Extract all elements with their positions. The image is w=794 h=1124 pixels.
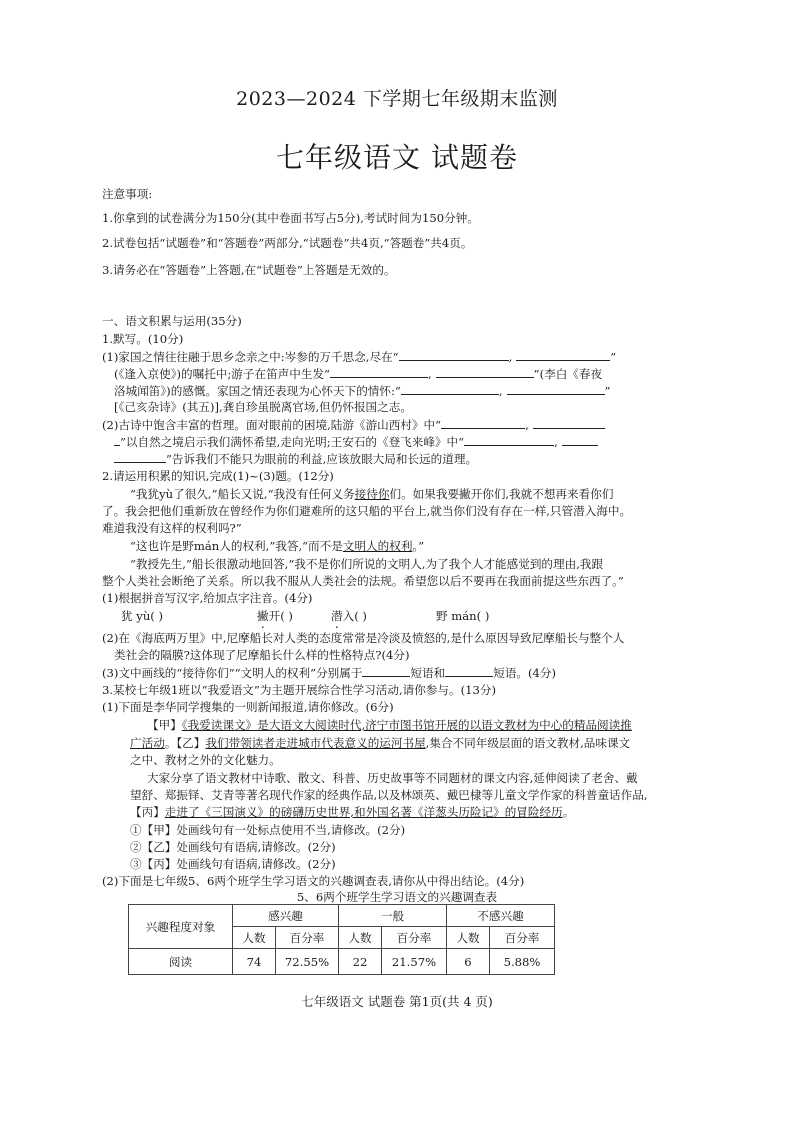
answer-blank <box>533 416 605 429</box>
table-cell: 5.88% <box>490 949 555 975</box>
sub-header: 百分率 <box>490 927 555 949</box>
q3-item-2: ②【乙】处画线句有语病,请修改。(2分) <box>130 840 336 854</box>
q2-sub-2: (2)在《海底两万里》中,尼摩船长对人类的态度常常是冷淡及愤怒的,是什么原因导致尼摩船长与整个人 <box>102 631 625 645</box>
answer-blank <box>330 365 428 378</box>
passage-text: 。” <box>412 539 425 553</box>
answer-blank <box>516 348 610 361</box>
answer-blank <box>114 450 166 463</box>
note-2: 2.试卷包括“试题卷”和“答题卷”两部分,“试题卷”共4页,“答题卷”共4页。 <box>102 236 473 250</box>
answer-blank <box>401 382 499 395</box>
q1-text: (《逢入京使》)的嘱托中;游子在笛声中生发“ <box>114 367 330 381</box>
marker-bing: 【丙】 <box>130 805 165 819</box>
q3-sub-1: (1)下面是李华同学搜集的一则新闻报道,请你修改。(6分) <box>102 700 394 714</box>
notes-heading: 注意事项: <box>102 187 153 201</box>
dotted-char: 潜 <box>331 609 343 623</box>
q2-sub-2-cont: 类社会的隔膜?这体现了尼摩船长什么样的性格特点?(4分) <box>114 648 410 662</box>
sub-header: 人数 <box>233 927 276 949</box>
table-cell: 72.55% <box>276 949 339 975</box>
table-corner: 兴趣程度对象 <box>129 905 233 949</box>
q1-text: ”以自然之境启示我们满怀希望,走向光明;王安石的《登飞来峰》中“ <box>120 435 465 449</box>
sub-header: 人数 <box>447 927 490 949</box>
note-3: 3.请务必在“答题卷”上答题,在“试题卷”上答题是无效的。 <box>102 263 396 277</box>
q1-text: ”(李白《春夜 <box>533 367 603 381</box>
q2-sub-1: (1)根据拼音写汉字,给加点字注音。(4分) <box>102 591 313 605</box>
table-cell: 21.57% <box>382 949 447 975</box>
passage-line: “教授先生,”船长很激动地回答,“我不是你们所说的文明人,为了我个人才能感觉到的理由,我跟 <box>130 557 604 571</box>
note-1: 1.你拿到的试卷满分为150分(其中卷面书写占5分),考试时间为150分钟。 <box>102 211 479 225</box>
answer-blank <box>507 382 605 395</box>
marker-yi: 。【乙】 <box>164 736 206 750</box>
passage-line: 整个人类社会断绝了关系。所以我不服从人类社会的法规。希望您以后不要再在我面前提这些东西了。” <box>102 574 624 588</box>
column-group: 一般 <box>339 905 447 927</box>
passage-text: “我犹yù了很久,”船长又说,“我没有任何义务 <box>130 487 355 501</box>
q1-line: ”以自然之境启示我们满怀希望,走向光明;王安石的《登飞来峰》中“ , <box>114 433 598 450</box>
passage-text: 们。如果我要撇开你们,我就不想再来看你们 <box>389 487 614 501</box>
underlined-sentence: 《我爱读课文》是大语文大阅读时代,济宁市图书馆开展的以语文教材为中心的精品阅读推 <box>181 718 632 732</box>
q1-text: 洛城闻笛》)的感慨。家国之情还表现为心怀天下的情怀:“ <box>114 384 401 398</box>
marker-jia: 【甲】 <box>147 718 182 732</box>
news-line <box>130 804 574 820</box>
q1-line: (1)家国之情往往融于思乡念亲之中:岑参的万千思念,尽在“ , ” <box>102 350 617 364</box>
q1-text: ” <box>610 350 617 364</box>
passage-text: “这也许是野mán人的权利,”我答,“而不是 <box>130 539 343 553</box>
word-item: 野 mán( ) <box>436 609 490 623</box>
passage-line <box>130 486 613 502</box>
survey-table <box>128 904 555 975</box>
column-group: 感兴趣 <box>233 905 339 927</box>
q1-heading: 1.默写。(10分) <box>102 332 184 346</box>
q1-text: ”告诉我们不能只为眼前的利益,应该放眼大局和长远的道理。 <box>166 452 478 466</box>
answer-blank <box>362 664 410 677</box>
q2-sub-3-text: 短语和 <box>410 666 446 680</box>
q1-line: 洛城闻笛》)的感慨。家国之情还表现为心怀天下的情怀:“ , ” <box>114 384 611 398</box>
q1-text: (2)古诗中饱含丰富的哲理。面对眼前的困境,陆游《游山西村》中“ <box>102 418 442 432</box>
word-item <box>331 608 367 624</box>
underlined-sentence: 广活动 <box>130 736 165 750</box>
word-item <box>257 608 293 624</box>
q1-line: (2)古诗中饱含丰富的哲理。面对眼前的困境,陆游《游山西村》中“ , <box>102 416 605 433</box>
sub-header: 百分率 <box>382 927 447 949</box>
sub-header: 人数 <box>339 927 382 949</box>
q1-text: ” <box>604 384 611 398</box>
word-text: 入( ) <box>342 609 367 623</box>
answer-blank <box>441 416 525 429</box>
q1-line: (《逢入京使》)的嘱托中;游子在笛声中生发“ , ”(李白《春夜 <box>114 367 603 381</box>
answer-blank <box>436 365 534 378</box>
q3-sub-2: (2)下面是七年级5、6两个班学生学习语文的兴趣调查表,请你从中得出结论。(4分) <box>102 874 525 888</box>
answer-blank <box>399 348 509 361</box>
news-line: 望舒、郑振铎、艾青等著名现代作家的经典作品,以及林颂英、戴巴棣等儿童文学作家的科普童话作品, <box>130 788 648 802</box>
term-title: 2023—2024 下学期七年级期末监测 <box>236 88 558 110</box>
word-item: 犹 yù( ) <box>121 609 164 623</box>
q3-heading: 3.某校七年级1班以“我爱语文”为主题开展综合性学习活动,请你参与。(13分) <box>102 683 496 697</box>
news-line <box>130 735 630 751</box>
passage-line: 难道我没有这样的权利吗?” <box>102 521 242 535</box>
table-cell: 22 <box>339 949 382 975</box>
news-line: 大家分享了语文教材中诗歌、散文、科普、历史故事等不同题材的课文内容,延伸阅读了老舍、戴 <box>147 771 638 785</box>
dotted-char: 撇 <box>257 609 269 623</box>
page-footer: 七年级语文 试题卷 第1页(共 4 页) <box>301 994 493 1009</box>
table-row <box>129 949 555 975</box>
sub-header: 百分率 <box>276 927 339 949</box>
answer-blank <box>562 433 598 446</box>
underlined-sentence: 我们带领读者走进城市代表意义的运河书屋 <box>205 736 426 750</box>
passage-line: 了。我会把他们重新放在曾经作为你们避难所的这只船的平台上,就当你们没有存在一样,只管潜入海中。 <box>102 504 632 518</box>
q1-line: [《己亥杂诗》(其五)],龚自珍虽脱离官场,但仍怀报国之志。 <box>114 400 412 414</box>
word-text: 开( ) <box>268 609 293 623</box>
underlined-phrase: 接待你 <box>354 487 390 501</box>
q3-item-3: ③【丙】处画线句有语病,请修改。(2分) <box>130 857 336 871</box>
q2-sub-3-text: (3)文中画线的“接待你们”“文明人的权利”分别属于 <box>102 666 363 680</box>
q2-sub-3-text: 短语。(4分) <box>493 666 557 680</box>
table-cell: 74 <box>233 949 276 975</box>
section-heading: 一、语文积累与运用(35分) <box>102 314 242 328</box>
answer-blank <box>464 433 554 446</box>
answer-blank <box>445 664 493 677</box>
news-line: 之中、教材之外的文化魅力。 <box>130 753 281 767</box>
passage-line <box>130 538 424 554</box>
q1-line <box>114 450 477 467</box>
news-text: ,集合不同年级层面的语文教材,品味课文 <box>425 736 631 750</box>
table-cell: 6 <box>447 949 490 975</box>
table-row <box>129 905 555 927</box>
q1-text: (1)家国之情往往融于思乡念亲之中:岑参的万千思念,尽在“ <box>102 350 399 364</box>
q2-sub-3 <box>102 664 556 681</box>
column-group: 不感兴趣 <box>447 905 555 927</box>
q2-heading: 2.请运用积累的知识,完成(1)~(3)题。(12分) <box>102 469 334 483</box>
underlined-sentence: 走进了《三国演义》的磅礴历史世界,和外国名著《洋葱头历险记》的冒险经历 <box>164 805 563 819</box>
table-title: 5、6两个班学生学习语文的兴趣调查表 <box>296 890 498 904</box>
news-line <box>147 717 632 733</box>
row-label: 阅读 <box>129 949 233 975</box>
exam-title: 七年级语文 试题卷 <box>276 141 518 174</box>
q3-item-1: ①【甲】处画线句有一处标点使用不当,请修改。(2分) <box>130 823 406 837</box>
news-text: 。 <box>562 805 575 819</box>
underlined-phrase: 文明人的权利 <box>342 539 413 553</box>
